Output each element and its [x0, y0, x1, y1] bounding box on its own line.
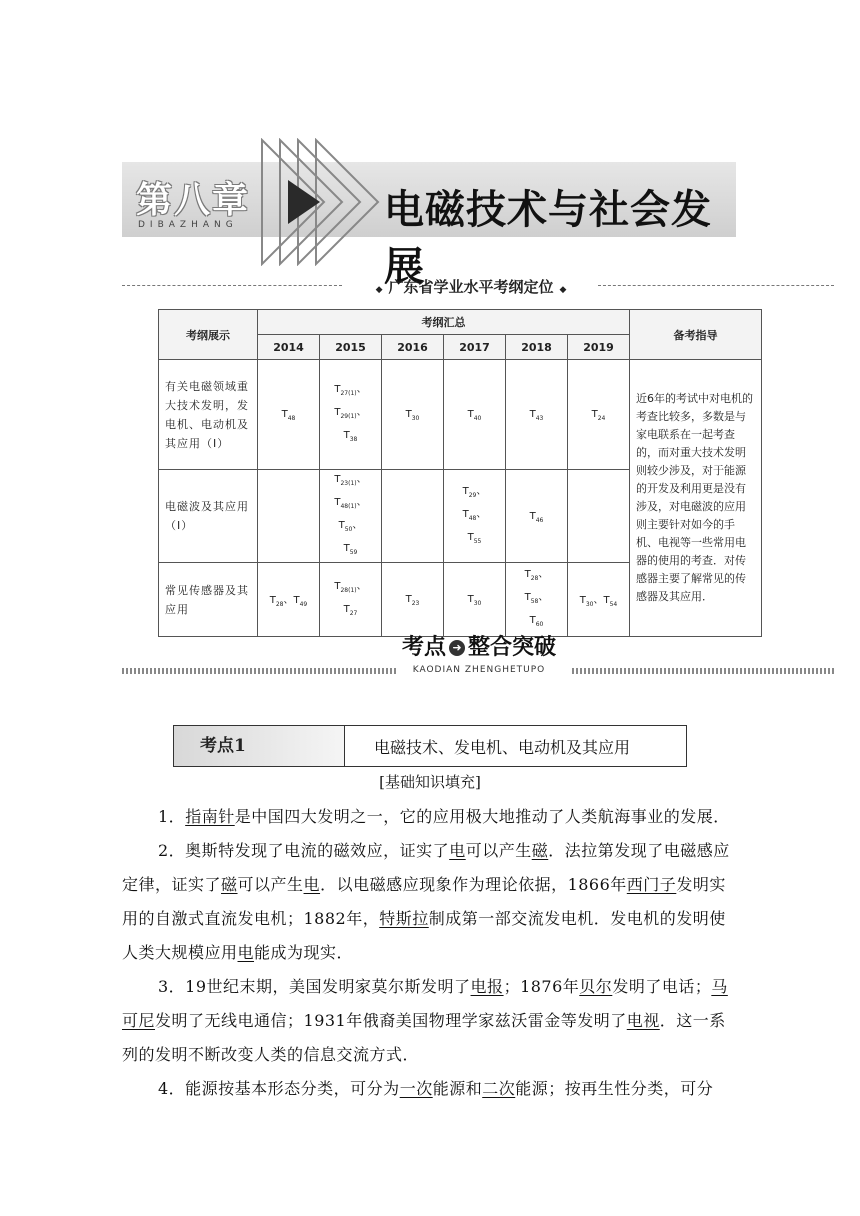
- item-code: [282, 409, 296, 420]
- item-code-part: $T_{24}$: [591, 409, 606, 422]
- year-header: 2019: [568, 335, 630, 360]
- kaodian1-title: 电磁技术、发电机、电动机及其应用: [374, 738, 631, 757]
- answer-blank: 电报: [470, 977, 504, 996]
- cell-2017: [444, 563, 506, 637]
- item-code-part: $T_{23}$: [405, 594, 420, 607]
- text-run: ．法拉第发现了电磁感应定律，证实了: [122, 841, 730, 894]
- section-bar: [122, 276, 834, 294]
- item-code-part: $T_{23(1)}$: [334, 474, 357, 487]
- year-header: 2016: [382, 335, 444, 360]
- kaodian-title-a: 考点: [401, 635, 446, 660]
- item-code-part: $T_{30}$: [579, 595, 594, 608]
- item-code: [592, 409, 606, 420]
- kaodian1-tag: [174, 726, 345, 766]
- item-code-part: $T_{40}$: [467, 409, 482, 422]
- body-text: [122, 800, 742, 1106]
- chapter-number: 第八章: [136, 180, 251, 221]
- item-code-part: $T_{60}$: [529, 615, 544, 628]
- paragraph-1: [122, 800, 742, 834]
- item-code: [406, 409, 420, 420]
- table-row: [159, 360, 762, 470]
- kaodian1-box: [173, 725, 687, 767]
- diamond-icon: ◆: [375, 285, 383, 295]
- chapter-pinyin: DIBAZHANG: [138, 220, 238, 230]
- answer-blank: 电视: [626, 1011, 660, 1030]
- text-run: 2．奥斯特发现了电流的磁效应，证实了: [158, 841, 450, 860]
- section-divider-right: [598, 285, 834, 286]
- answer-blank: 电: [303, 875, 321, 894]
- year-header: 2015: [320, 335, 382, 360]
- answer-blank: 马可尼: [122, 977, 728, 1030]
- topic-cell: 有关电磁领域重大技术发明，发电机、电动机及其应用（Ⅰ）: [159, 360, 258, 470]
- item-code: $T_{28}$、$T_{49}$: [269, 595, 308, 608]
- text-run: ；1876年: [503, 977, 580, 996]
- text-run: 制成第一部交流发电机．发电机的发明使人类大规模应用: [122, 909, 726, 962]
- text-run: 3．19世纪末期，美国发明家莫尔斯发明了: [158, 977, 471, 996]
- item-code-part: $T_{48}$: [462, 508, 477, 522]
- section-label: [352, 276, 590, 297]
- item-code: $T_{23(1)}$、 $T_{48(1)}$、 $T_{50}$、 $T_{59}$: [334, 474, 367, 556]
- item-code: $T_{30}$、$T_{54}$: [579, 595, 618, 608]
- item-code-part: $T_{48}$: [281, 409, 296, 422]
- answer-blank: 磁: [221, 875, 238, 894]
- cell-2014: [258, 563, 320, 637]
- cell-2016: [382, 360, 444, 470]
- item-code: [468, 594, 482, 605]
- cell-2015: [320, 360, 382, 470]
- answer-blank: 西门子: [626, 875, 677, 894]
- item-code-part: $T_{58}$: [524, 592, 539, 605]
- answer-blank: 磁: [531, 841, 549, 860]
- item-code-part: $T_{50}$: [338, 520, 353, 533]
- diamond-icon: ◆: [559, 285, 567, 295]
- item-code-part: $T_{27(1)}$: [334, 384, 357, 397]
- answer-blank: 指南针: [185, 807, 235, 826]
- item-code-part: $T_{55}$: [467, 531, 482, 545]
- cell-2019: [568, 563, 630, 637]
- item-code-part: $T_{28}$: [269, 595, 284, 608]
- arrow-circle-icon: ➜: [449, 640, 465, 656]
- answer-blank: 一次: [399, 1079, 433, 1098]
- text-run: 能源；按再生性分类，可分: [515, 1079, 714, 1098]
- text-run: 发明了电话；: [612, 977, 712, 996]
- fill-heading: [基础知识填充]: [379, 773, 481, 791]
- item-code-part: $T_{46}$: [529, 510, 544, 524]
- kaodian-header: [122, 628, 836, 680]
- cell-2019: [568, 360, 630, 470]
- header-summary: 考纲汇总: [258, 310, 630, 335]
- item-code: $T_{27(1)}$、 $T_{29(1)}$、 $T_{38}$: [334, 384, 367, 443]
- text-run: ．这一系列的发明不断改变人类的信息交流方式．: [122, 1011, 726, 1064]
- play-arrow-icon: [258, 138, 388, 266]
- year-header: 2017: [444, 335, 506, 360]
- item-code-part: $T_{30}$: [405, 409, 420, 422]
- answer-blank: 电: [449, 841, 466, 860]
- item-code-part: $T_{29}$: [462, 485, 477, 499]
- text-run: 1．: [158, 807, 186, 826]
- cell-2014: [258, 360, 320, 470]
- item-code-part: $T_{38}$: [343, 430, 358, 443]
- chapter-title: 电磁技术与社会发展: [384, 187, 712, 290]
- item-code-part: $T_{59}$: [343, 543, 358, 556]
- item-code-part: $T_{28(1)}$: [334, 580, 357, 594]
- answer-blank: 电: [237, 943, 255, 962]
- year-header: 2018: [506, 335, 568, 360]
- item-code: [468, 409, 482, 420]
- section-label-text: 广东省学业水平考纲定位: [388, 278, 554, 296]
- guide-cell: 近6年的考试中对电机的考查比较多，多数是与家电联系在一起考查的，而对重大技术发明则较少涉及，对于能源的开发及利用更是没有涉及，对电磁波的应用则主要针对如今的手机、电视等一些常用电器的使用的考查．对传感器主要了解常见的传感器及其应用．: [630, 360, 762, 637]
- cell-2019: [568, 470, 630, 563]
- item-code: $T_{28}$、 $T_{58}$、 $T_{60}$: [524, 569, 549, 628]
- paragraph-4: [122, 1072, 742, 1106]
- cell-2017: [444, 470, 506, 563]
- answer-blank: 特斯拉: [379, 909, 429, 928]
- paragraph-2: [122, 834, 742, 970]
- answer-blank: 二次: [482, 1079, 516, 1098]
- kaodian-rule-right: [572, 668, 836, 674]
- year-header: 2014: [258, 335, 320, 360]
- item-code-part: $T_{48(1)}$: [334, 497, 357, 510]
- item-code-part: $T_{27}$: [343, 603, 358, 617]
- text-run: 能成为现实．: [254, 943, 354, 962]
- paragraph-3: [122, 970, 742, 1072]
- section-divider-left: [122, 285, 342, 286]
- item-code: $T_{29}$、 $T_{48}$、 $T_{55}$: [462, 485, 487, 545]
- header-guide: 备考指导: [630, 310, 762, 360]
- item-code: [406, 594, 420, 605]
- cell-2015: [320, 563, 382, 637]
- cell-2016: [382, 470, 444, 563]
- answer-blank: 贝尔: [579, 977, 613, 996]
- cell-2018: [506, 470, 568, 563]
- item-code-part: $T_{43}$: [529, 409, 544, 422]
- kaodian-title-b: 整合突破: [468, 635, 557, 660]
- text-run: 发明了无线电通信；1931年俄裔美国物理学家兹沃雷金等发明了: [155, 1011, 627, 1030]
- text-run: 能源和: [432, 1079, 483, 1098]
- item-code-part: $T_{28}$: [524, 569, 539, 582]
- text-run: 是中国四大发明之一，它的应用极大地推动了人类航海事业的发展．: [234, 807, 730, 826]
- text-run: 发明实用的自激式直流发电机；1882年，: [122, 875, 726, 928]
- kaodian-pinyin: KAODIAN ZHENGHETUPO: [412, 665, 546, 675]
- topic-cell: 电磁波及其应用（Ⅰ）: [159, 470, 258, 563]
- cell-2015: [320, 470, 382, 563]
- item-code-part: $T_{29(1)}$: [334, 407, 357, 420]
- item-code-part: $T_{49}$: [293, 595, 308, 608]
- item-code-part: $T_{30}$: [467, 594, 482, 607]
- cell-2017: [444, 360, 506, 470]
- cell-2018: [506, 563, 568, 637]
- item-code-part: $T_{54}$: [603, 595, 618, 608]
- cell-2016: [382, 563, 444, 637]
- text-run: 可以产生: [465, 841, 532, 860]
- topic-cell: 常见传感器及其应用: [159, 563, 258, 637]
- cell-2018: [506, 360, 568, 470]
- cell-2014: [258, 470, 320, 563]
- item-code: [530, 511, 544, 522]
- syllabus-table: [158, 309, 762, 637]
- text-run: 4．能源按基本形态分类，可分为: [158, 1079, 400, 1098]
- text-run: 可以产生: [237, 875, 304, 894]
- kaodian1-tag-text: 考点1: [200, 736, 246, 756]
- kaodian-title: [122, 630, 836, 661]
- item-code: $T_{28(1)}$、 $T_{27}$: [334, 580, 367, 617]
- item-code: [530, 409, 544, 420]
- header-topic: 考纲展示: [159, 310, 258, 360]
- text-run: ．以电磁感应现象作为理论依据，1866年: [320, 875, 627, 894]
